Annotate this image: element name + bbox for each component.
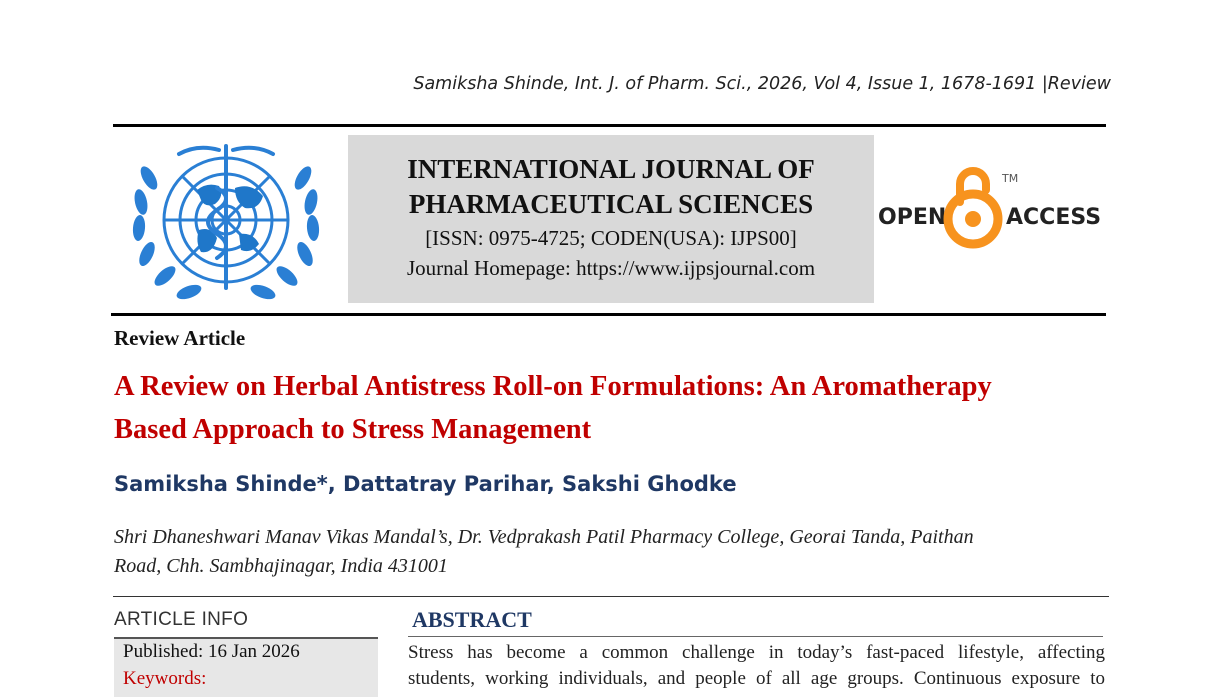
journal-emblem-logo — [127, 138, 325, 308]
header-rule-top — [113, 124, 1106, 127]
journal-name-line2: PHARMACEUTICAL SCIENCES — [408, 189, 814, 219]
keywords-label: Keywords: — [123, 668, 207, 689]
journal-homepage: Journal Homepage: https://www.ijpsjournal.com — [406, 256, 816, 280]
article-authors: Samiksha Shinde*, Dattatray Parihar, Sakshi Ghodke — [114, 472, 737, 496]
open-access-logo — [878, 162, 1108, 254]
journal-name-line1: INTERNATIONAL JOURNAL OF — [407, 154, 815, 184]
article-type-label: Review Article — [114, 326, 246, 350]
open-access-tm: TM — [1002, 172, 1019, 185]
section-divider — [113, 596, 1109, 597]
abstract-line2: students, working individuals, and people of all age groups. Continuous exposure to — [408, 668, 1105, 689]
published-date: Published: 16 Jan 2026 — [123, 641, 300, 662]
abstract-text — [408, 640, 1105, 695]
open-access-open-text: OPEN — [878, 205, 947, 230]
citation-header: Samiksha Shinde, Int. J. of Pharm. Sci., 2026, Vol 4, Issue 1, 1678-1691 |Review — [413, 74, 1111, 94]
article-info-heading: ARTICLE INFO — [114, 609, 249, 630]
affiliation-line1: Shri Dhaneshwari Manav Vikas Mandal’s, Dr. Vedprakash Patil Pharmacy College, Georai Tanda, Paithan — [114, 526, 974, 548]
author-affiliation — [114, 523, 1114, 581]
abstract-rule — [408, 636, 1103, 637]
open-access-access-text: ACCESS — [1006, 205, 1102, 230]
journal-issn: [ISSN: 0975-4725; CODEN(USA): IJPS00] — [425, 226, 797, 250]
article-title-line2: Based Approach to Stress Management — [114, 414, 592, 445]
affiliation-line2: Road, Chh. Sambhajinagar, India 431001 — [114, 555, 448, 577]
article-title-line1: A Review on Herbal Antistress Roll-on Formulations: An Aromatherapy — [114, 371, 992, 402]
header-rule-bottom — [111, 313, 1106, 316]
abstract-line1: Stress has become a common challenge in today’s fast-paced lifestyle, affecting — [408, 642, 1105, 663]
article-title — [114, 365, 1124, 451]
abstract-heading: ABSTRACT — [412, 607, 532, 632]
journal-banner — [348, 135, 874, 303]
